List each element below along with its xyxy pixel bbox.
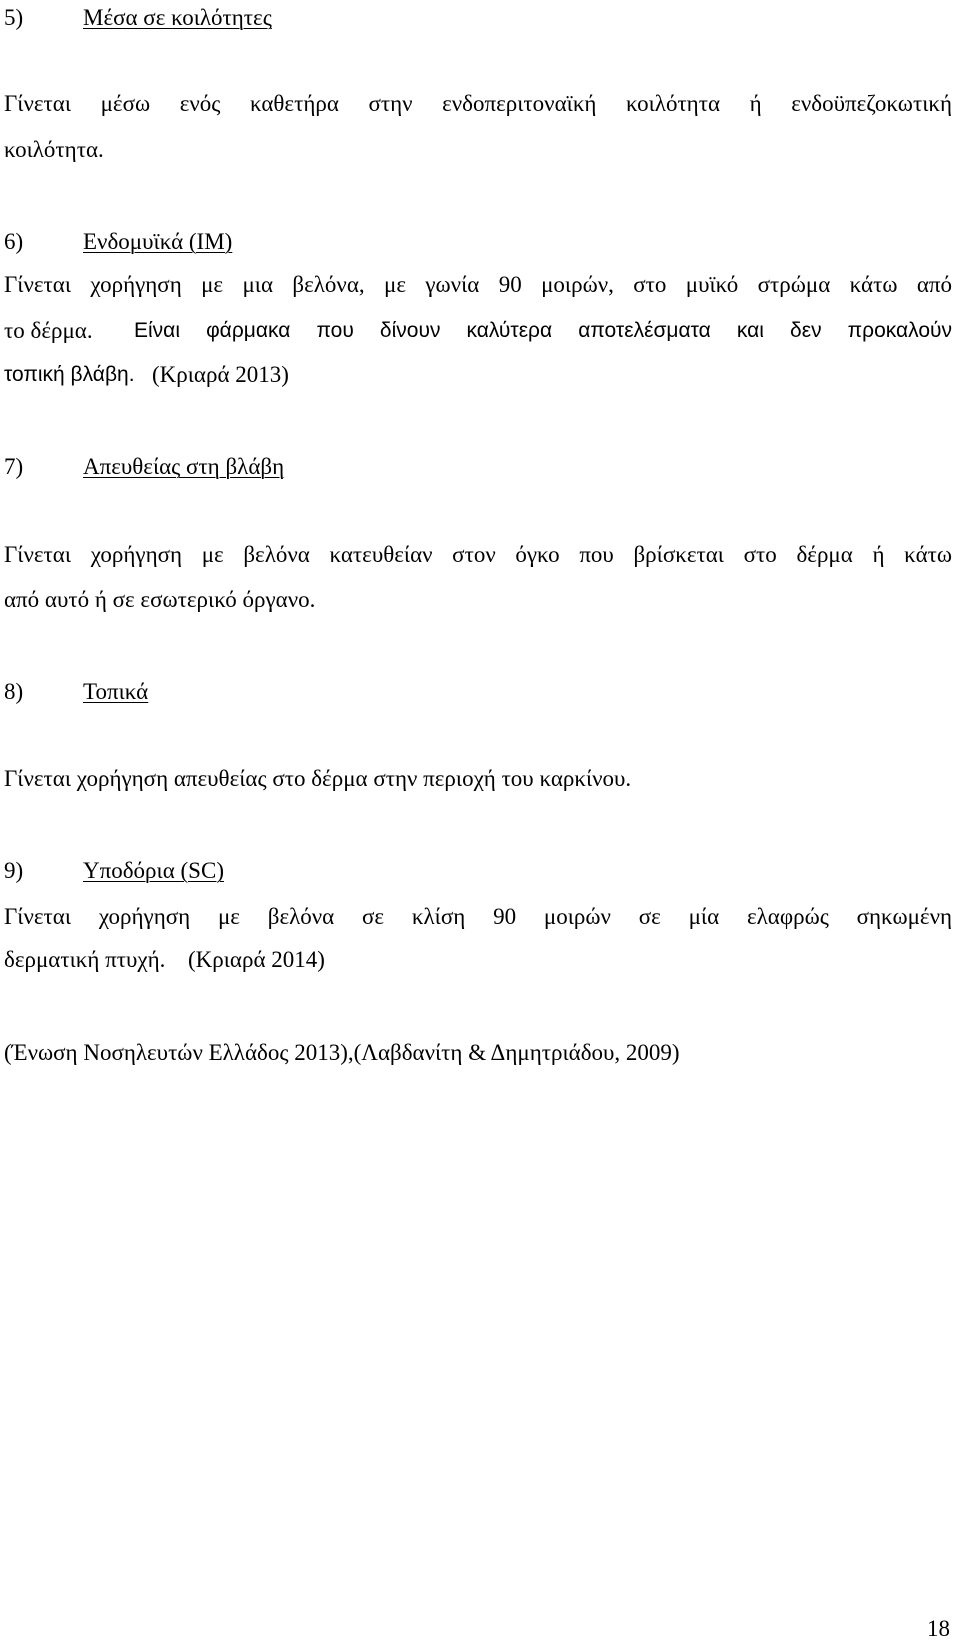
section-9-heading: Υποδόρια (SC) [83, 858, 224, 883]
section-6-text-line-1: Γίνεται χορήγηση με μια βελόνα, με γωνία 90 μοιρών, στο μυϊκό στρώμα κάτω από [4, 272, 952, 297]
section-5-heading: Μέσα σε κοιλότητες [83, 5, 272, 30]
section-5-text-line-1: Γίνεται μέσω ενός καθετήρα στην ενδοπεριτοναϊκή κοιλότητα ή ενδοϋπεζοκωτική [4, 91, 952, 116]
section-6-text-line-2b: Είναι φάρμακα που δίνουν καλύτερα αποτελέσματα και δεν προκαλούν [134, 319, 952, 342]
section-8-number: 8) [4, 679, 24, 704]
section-7-text-line-2: από αυτό ή σε εσωτερικό όργανο. [4, 587, 316, 612]
references-line: (Ένωση Νοσηλευτών Ελλάδος 2013),(Λαβδανίτη & Δημητριάδου, 2009) [4, 1040, 680, 1065]
section-9-citation: (Κριαρά 2014) [188, 947, 325, 972]
section-5-text-line-2: κοιλότητα. [4, 137, 104, 162]
section-5-number: 5) [4, 5, 24, 30]
section-6-heading: Ενδομυϊκά (IM) [83, 229, 233, 254]
section-9-text-line-2a: δερματική πτυχή. [4, 947, 166, 972]
section-6-citation: (Κριαρά 2013) [152, 362, 289, 387]
page-number: 18 [927, 1616, 950, 1641]
section-9-text-line-1: Γίνεται χορήγηση με βελόνα σε κλίση 90 μοιρών σε μία ελαφρώς σηκωμένη [4, 904, 952, 929]
section-7-number: 7) [4, 454, 24, 479]
section-6-number: 6) [4, 229, 24, 254]
section-6-text-line-3a: τοπική βλάβη. [4, 363, 135, 386]
section-7-heading: Απευθείας στη βλάβη [83, 454, 285, 479]
section-9-number: 9) [4, 858, 24, 883]
section-8-heading: Τοπικά [83, 679, 149, 704]
section-8-text-line-1: Γίνεται χορήγηση απευθείας στο δέρμα στην περιοχή του καρκίνου. [4, 766, 632, 791]
section-7-text-line-1: Γίνεται χορήγηση με βελόνα κατευθείαν στον όγκο που βρίσκεται στο δέρμα ή κάτω [4, 542, 952, 567]
section-6-text-line-2a: το δέρμα. [4, 318, 93, 343]
